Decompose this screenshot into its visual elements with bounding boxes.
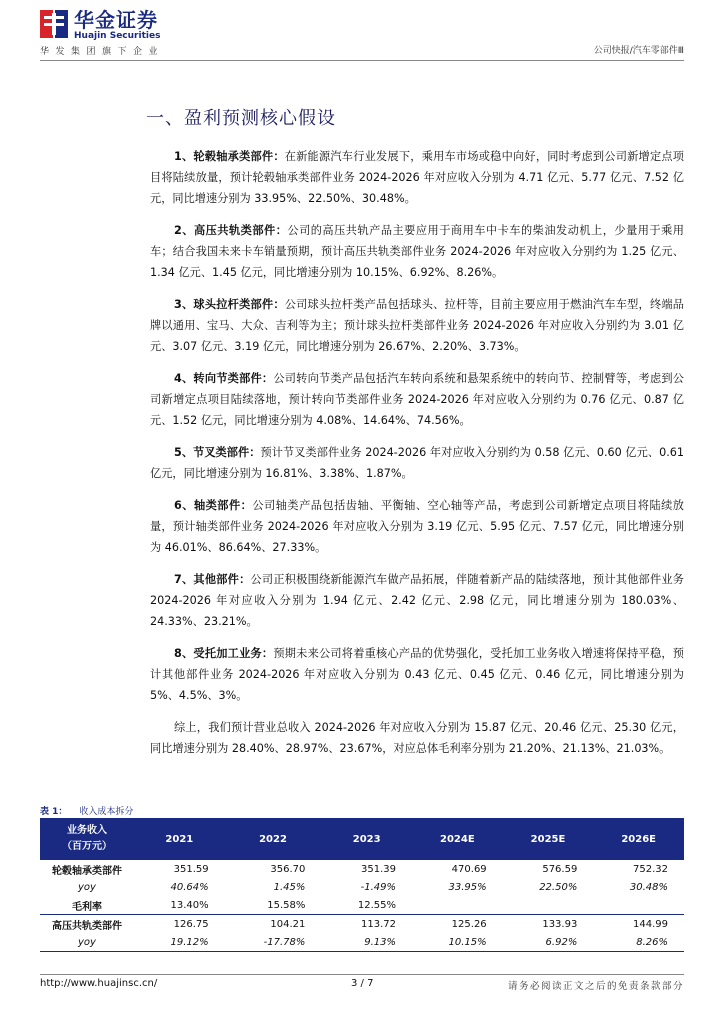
table-row [40,933,684,952]
table-cell: 470.69 [451,863,487,875]
table-cell: 356.70 [270,863,306,875]
table-cell: 8.26% [593,933,684,952]
paragraph-lead: 3、球头拉杆类部件： [174,298,285,311]
table-cell: 1.45% [273,881,306,893]
paragraph-lead: 6、轴类部件： [174,499,253,512]
brand-slogan: 华发集团旗下企业 [40,47,165,57]
table-header-year: 2025E [503,818,594,860]
table-header-year: 2024E [412,818,503,860]
table-caption-title: 收入成本拆分 [79,807,134,817]
paragraph-body: 公司转向节类产品包括汽车转向系统和悬架系统中的转向节、控制臂等，考虑到公司新增定点项目陆续落地，预计转向节类部件业务 2024-2026 年对应收入分别约为 0.76 亿元、0.87 亿元、1.52 亿元，同比增速分别为 4.08%、14.64%、74.56%。 [150,372,684,427]
table-cell: 10.15% [412,933,503,952]
paragraph-lead: 1、轮毂轴承类部件： [174,150,285,163]
table-cell: 13.40% [170,899,209,911]
table-cell: 351.39 [361,863,397,875]
table-cell: 144.99 [593,915,684,934]
paragraph [150,495,684,558]
table-row [40,860,684,878]
table-cell: 33.95% [448,881,487,893]
row-label: yoy [78,881,96,893]
table-cell: 133.93 [503,915,594,934]
paragraph-lead: 5、节叉类部件： [174,446,261,459]
row-label: 高压共轨类部件 [40,915,134,934]
table-cell: 351.59 [173,863,209,875]
disclaimer-note: 请务必阅读正文之后的免责条款部分 [507,981,684,992]
table-header-row [40,818,684,860]
table-caption-label: 表 1： [40,807,68,817]
table-caption [40,804,133,817]
table-header-business [40,818,134,860]
row-label: yoy [40,933,134,952]
table-cell: 113.72 [321,915,412,934]
paragraph-lead: 4、转向节类部件： [174,372,274,385]
table-cell: 6.92% [503,933,594,952]
table-header-year: 2023 [321,818,412,860]
table-cell [412,896,503,915]
table-cell: 752.32 [633,863,668,875]
table-header-year: 2026E [593,818,684,860]
table-cell: 9.13% [321,933,412,952]
table-cell [593,896,684,915]
paragraph [150,368,684,431]
report-type: 公司快报/汽车零部件Ⅲ [593,46,684,56]
summary-paragraph [150,717,684,759]
section-title: 一、盈利预测核心假设 [146,108,336,129]
table-cell: 576.59 [542,863,578,875]
paragraph-body: 综上，我们预计营业总收入 2024-2026 年对应收入分别为 15.87 亿元、20.46 亿元、25.30 亿元，同比增速分别为 28.40%、28.97%、23.67%，对应总体毛利率分别为 21.20%、21.13%、21.03%。 [150,721,684,755]
paragraph [150,442,684,484]
table-cell: 15.58% [267,899,306,911]
table-cell: -17.78% [225,933,322,952]
website-link[interactable]: http://www.huajinsc.cn/ [40,978,158,989]
paragraph-body: 预期未来公司将着重核心产品的优势强化，受托加工业务收入增速将保持平稳，预计其他部件业务 2024-2026 年对应收入分别为 0.43 亿元、0.45 亿元、0.46 亿元，同比增速分别为 5%、4.5%、3%。 [150,647,684,702]
brand-name-en: Huajin Securities [74,31,161,41]
header-line-1: 业务收入 [67,825,107,836]
huajin-logo-icon [40,10,68,38]
table-header-year: 2022 [225,818,322,860]
table-cell: 30.48% [629,881,668,893]
paragraph-body: 预计节叉类部件业务 2024-2026 年对应收入分别约为 0.58 亿元、0.60 亿元、0.61 亿元，同比增速分别为 16.81%、3.38%、1.87%。 [150,446,684,480]
paragraph [150,569,684,632]
assumption-paragraphs [150,146,684,770]
brand-name: 华金证券 [74,8,158,32]
table-row [40,915,684,934]
paragraph-lead: 7、其他部件： [174,573,251,586]
paragraph [150,220,684,283]
table-cell: 104.21 [225,915,322,934]
paragraph [150,294,684,357]
paragraph [150,146,684,209]
table-header-year: 2021 [134,818,225,860]
table-cell: 40.64% [170,881,209,893]
row-label: 毛利率 [72,901,102,913]
header-line-2: （百万元） [62,841,112,852]
paragraph-body: 在新能源汽车行业发展下，乘用车市场或稳中向好，同时考虑到公司新增定点项目将陆续放量，预计轮毂轴承类部件业务 2024-2026 年对应收入分别为 4.71 亿元、5.77 亿元、7.52 亿元，同比增速分别为 33.95%、22.50%、30.48%。 [150,150,684,205]
paragraph-lead: 2、高压共轨类部件： [174,224,288,237]
paragraph-body: 公司正积极围绕新能源汽车做产品拓展，伴随着新产品的陆续落地，预计其他部件业务 2024-2026 年对应收入分别为 1.94 亿元、2.42 亿元、2.98 亿元，同比增速分别为 180.03%、24.33%、23.21%。 [150,573,684,628]
header-divider [40,60,684,61]
table-cell [503,896,594,915]
table-cell: 125.26 [412,915,503,934]
row-label: 轮毂轴承类部件 [52,865,122,877]
paragraph-body: 公司的高压共轨产品主要应用于商用车中卡车的柴油发动机上，少量用于乘用车；结合我国未来卡车销量预期，预计高压共轨类部件业务 2024-2026 年对应收入分别约为 1.25 亿元、1.34 亿元、1.45 亿元，同比增速分别为 10.15%、6.92%、8.26%。 [150,224,684,279]
paragraph-lead: 8、受托加工业务： [174,647,274,660]
footer-divider [40,974,684,975]
paragraph [150,643,684,706]
table-cell: 12.55% [357,899,397,911]
revenue-cost-table [40,818,684,952]
page-number: 3 / 7 [351,978,374,989]
table-cell: 126.75 [134,915,225,934]
table-cell: -1.49% [360,881,397,893]
paragraph-body: 公司球头拉杆类产品包括球头、拉杆等，目前主要应用于燃油汽车车型，终端品牌以通用、宝马、大众、吉利等为主；预计球头拉杆类部件业务 2024-2026 年对应收入分别约为 3.01 亿元、3.07 亿元、3.19 亿元，同比增速分别为 26.67%、2.20%、3.73%。 [150,298,684,353]
table-row [40,896,684,915]
paragraph-body: 公司轴类产品包括齿轴、平衡轴、空心轴等产品，考虑到公司新增定点项目将陆续放量，预计轴类部件业务 2024-2026 年对应收入分别为 3.19 亿元、5.95 亿元、7.57 亿元，同比增速分别为 46.01%、86.64%、27.33%。 [150,499,684,554]
table-cell: 22.50% [539,881,578,893]
table-row [40,878,684,896]
table-cell: 19.12% [134,933,225,952]
